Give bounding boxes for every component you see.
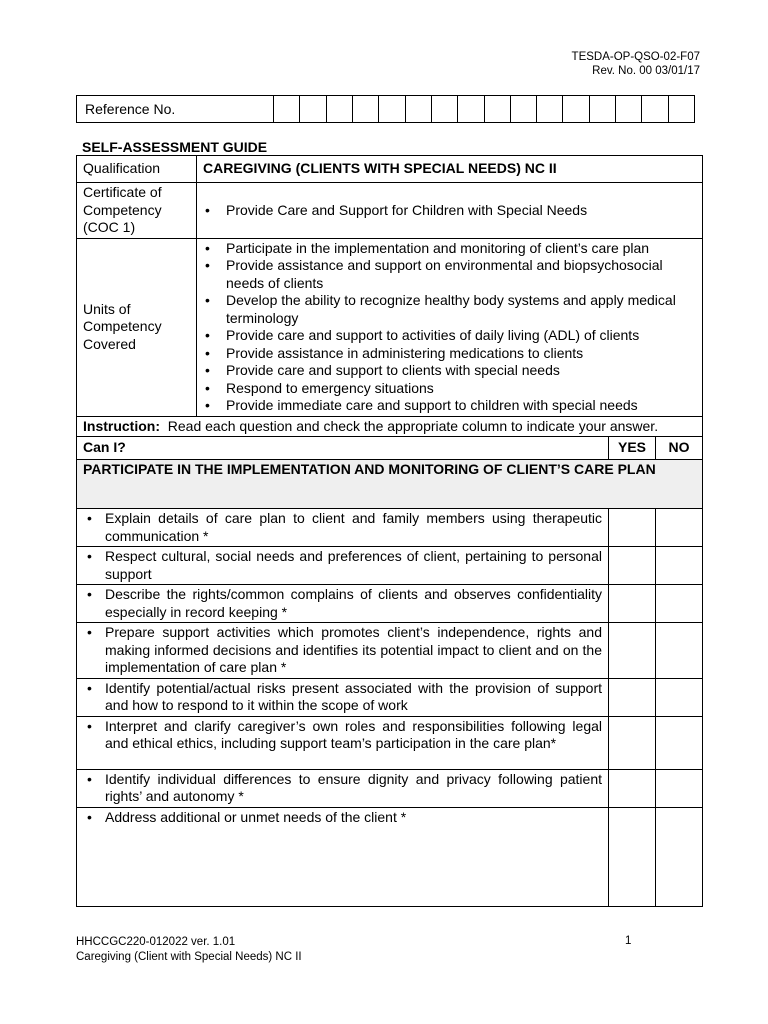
unit-item: • Provide care and support to activities of daily living (ADL) of clients	[203, 327, 696, 345]
question-text: • Respect cultural, social needs and preferences of client, pertaining to personal support	[83, 548, 602, 583]
unit-item: • Develop the ability to recognize healthy body systems and apply medical terminology	[203, 292, 696, 327]
qualification-value: CAREGIVING (CLIENTS WITH SPECIAL NEEDS) NC II	[197, 156, 703, 183]
document-code	[572, 50, 700, 78]
coc-row	[77, 183, 703, 239]
question-row	[77, 509, 703, 547]
self-assessment-table	[76, 155, 703, 907]
no-checkbox-cell[interactable]	[656, 807, 703, 906]
units-label-line: Covered	[83, 335, 136, 352]
question-text: • Address additional or unmet needs of the client *	[83, 809, 602, 827]
coc-label-line: Certificate of	[83, 184, 162, 200]
footer	[76, 935, 302, 965]
column-header-row	[77, 437, 703, 460]
no-checkbox-cell[interactable]	[656, 509, 703, 547]
reference-box[interactable]	[537, 96, 563, 123]
unit-item: • Provide assistance in administering medications to clients	[203, 345, 696, 363]
yes-checkbox-cell[interactable]	[609, 509, 656, 547]
coc-label	[77, 183, 197, 239]
units-row	[77, 238, 703, 416]
reference-box[interactable]	[326, 96, 352, 123]
reference-box[interactable]	[300, 96, 326, 123]
instruction-label: Instruction:	[83, 417, 160, 434]
no-checkbox-cell[interactable]	[656, 769, 703, 807]
question-text: • Identify potential/actual risks present associated with the provision of support and how to respond to it within the scope of work	[83, 680, 602, 715]
no-checkbox-cell[interactable]	[656, 585, 703, 623]
reference-box[interactable]	[642, 96, 668, 123]
reference-box[interactable]	[510, 96, 536, 123]
units-list	[203, 240, 696, 415]
units-list-cell	[197, 238, 703, 416]
instruction-text: Read each question and check the appropriate column to indicate your answer.	[167, 417, 659, 434]
coc-label-line: (COC 1)	[83, 219, 136, 235]
reference-label: Reference No.	[77, 96, 274, 123]
can-i-header: Can I?	[77, 437, 609, 460]
reference-box[interactable]	[274, 96, 300, 123]
footer-code: HHCCGC220-012022 ver. 1.01	[76, 936, 236, 948]
coc-value	[197, 183, 703, 239]
reference-box[interactable]	[379, 96, 405, 123]
question-text: • Explain details of care plan to client and family members using therapeutic communication *	[83, 510, 602, 545]
reference-box[interactable]	[563, 96, 589, 123]
reference-box[interactable]	[589, 96, 615, 123]
reference-box[interactable]	[484, 96, 510, 123]
unit-item: • Respond to emergency situations	[203, 380, 696, 398]
question-row	[77, 547, 703, 585]
document-title: SELF-ASSESSMENT GUIDE	[82, 139, 268, 155]
yes-checkbox-cell[interactable]	[609, 547, 656, 585]
yes-checkbox-cell[interactable]	[609, 807, 656, 906]
footer-qualification: Caregiving (Client with Special Needs) NC II	[76, 951, 302, 963]
yes-header: YES	[609, 437, 656, 460]
reference-box[interactable]	[668, 96, 694, 123]
question-row	[77, 585, 703, 623]
no-checkbox-cell[interactable]	[656, 547, 703, 585]
units-label-line: Units of	[83, 300, 131, 317]
yes-checkbox-cell[interactable]	[609, 678, 656, 716]
reference-box[interactable]	[352, 96, 378, 123]
coc-item: • Provide Care and Support for Children with Special Needs	[203, 202, 696, 220]
instruction-row	[77, 416, 703, 437]
instruction-cell	[77, 416, 703, 437]
no-checkbox-cell[interactable]	[656, 678, 703, 716]
units-label	[77, 238, 197, 416]
yes-checkbox-cell[interactable]	[609, 585, 656, 623]
yes-checkbox-cell[interactable]	[609, 769, 656, 807]
section-header-row	[77, 460, 703, 509]
question-row	[77, 807, 703, 906]
unit-item: • Provide care and support to clients with special needs	[203, 362, 696, 380]
question-text: • Interpret and clarify caregiver’s own roles and responsibilities following legal and ethical ethics, including support team’s participation in the care plan*	[83, 718, 602, 753]
unit-item: • Participate in the implementation and monitoring of client’s care plan	[203, 240, 696, 258]
reference-box[interactable]	[405, 96, 431, 123]
coc-label-line: Competency	[83, 201, 162, 218]
reference-box[interactable]	[616, 96, 642, 123]
question-row	[77, 769, 703, 807]
unit-item: • Provide immediate care and support to children with special needs	[203, 397, 696, 415]
question-text: • Describe the rights/common complains of clients and observes confidentiality especially in record keeping *	[83, 586, 602, 621]
reference-number-table	[76, 95, 695, 123]
yes-checkbox-cell[interactable]	[609, 623, 656, 679]
no-checkbox-cell[interactable]	[656, 716, 703, 769]
question-text: • Identify individual differences to ensure dignity and privacy following patient rights’ and autonomy *	[83, 771, 602, 806]
question-row	[77, 716, 703, 769]
no-checkbox-cell[interactable]	[656, 623, 703, 679]
units-label-line: Competency	[83, 318, 162, 335]
question-text: • Prepare support activities which promotes client’s independence, rights and making informed decisions and identifies its potential impact to client and on the implementation of care plan *	[83, 624, 602, 677]
form-code: TESDA-OP-QSO-02-F07	[571, 51, 700, 63]
no-header: NO	[656, 437, 703, 460]
yes-checkbox-cell[interactable]	[609, 716, 656, 769]
section-title: PARTICIPATE IN THE IMPLEMENTATION AND MONITORING OF CLIENT’S CARE PLAN	[77, 460, 703, 509]
question-row	[77, 678, 703, 716]
qualification-label: Qualification	[77, 156, 197, 183]
revision-number: Rev. No. 00 03/01/17	[592, 65, 700, 77]
unit-item: • Provide assistance and support on environmental and biopsychosocial needs of clients	[203, 257, 696, 292]
reference-box[interactable]	[458, 96, 484, 123]
question-row	[77, 623, 703, 679]
page-number: 1	[625, 935, 632, 947]
qualification-row	[77, 156, 703, 183]
reference-box[interactable]	[431, 96, 457, 123]
